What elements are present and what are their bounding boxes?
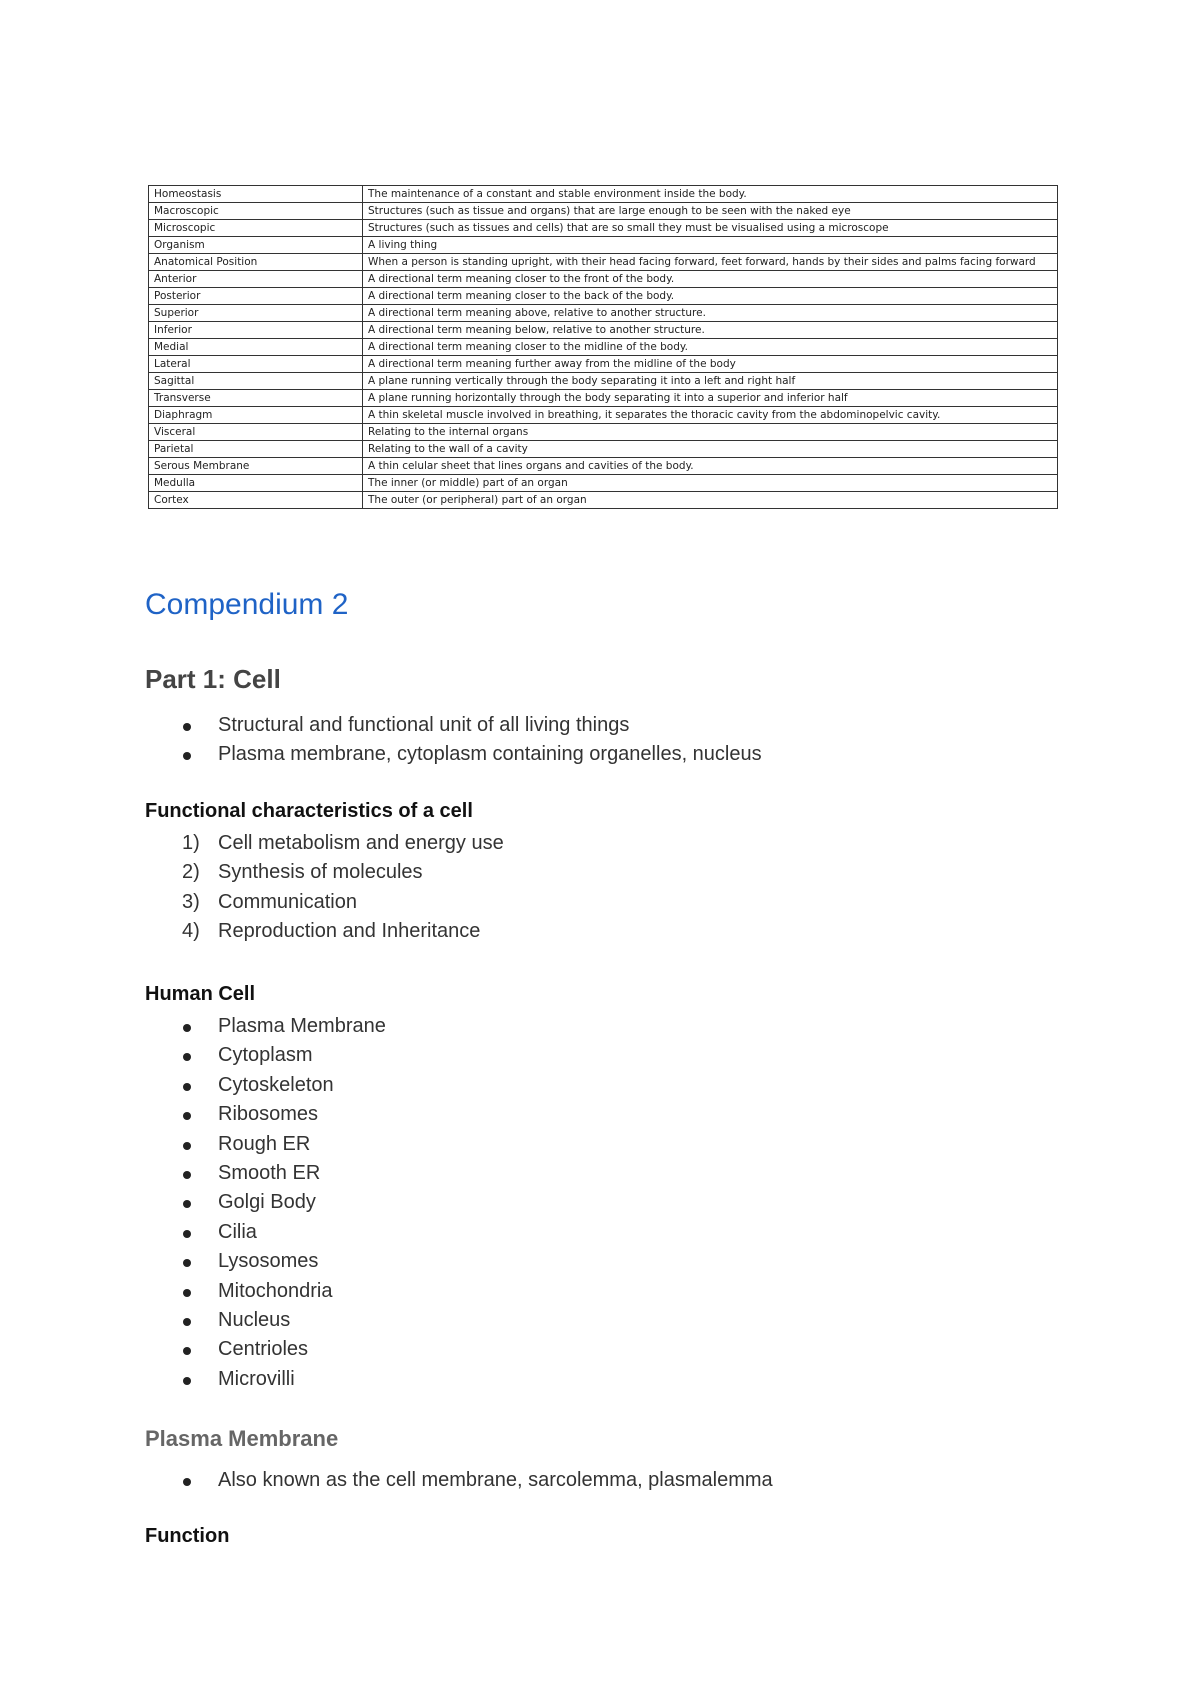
part-heading: Part 1: Cell xyxy=(145,664,281,694)
definition-cell: A directional term meaning above, relative to another structure. xyxy=(363,305,1058,322)
list-item: Also known as the cell membrane, sarcolemma, plasmalemma xyxy=(145,1466,773,1495)
definition-cell: A thin celular sheet that lines organs and cavities of the body. xyxy=(363,458,1058,475)
definition-cell: The maintenance of a constant and stable environment inside the body. xyxy=(363,186,1058,203)
list-text: Reproduction and Inheritance xyxy=(218,920,481,943)
list-text: Communication xyxy=(218,890,357,913)
definition-cell: A directional term meaning closer to the back of the body. xyxy=(363,288,1058,305)
list-item: Ribosomes xyxy=(145,1100,386,1129)
table-row xyxy=(149,441,1058,458)
list-item: Cilia xyxy=(145,1218,386,1247)
list-item: Nucleus xyxy=(145,1306,386,1335)
definition-cell: A directional term meaning closer to the midline of the body. xyxy=(363,339,1058,356)
definition-cell: A plane running vertically through the body separating it into a left and right half xyxy=(363,373,1058,390)
table-row xyxy=(149,492,1058,509)
term-cell: Anterior xyxy=(149,271,363,288)
term-cell: Medulla xyxy=(149,475,363,492)
table-row xyxy=(149,373,1058,390)
glossary-table xyxy=(148,185,1058,509)
term-cell: Posterior xyxy=(149,288,363,305)
table-row xyxy=(149,220,1058,237)
table-row xyxy=(149,322,1058,339)
list-item: Plasma membrane, cytoplasm containing organelles, nucleus xyxy=(145,740,762,769)
table-row xyxy=(149,186,1058,203)
list-item: Cytoplasm xyxy=(145,1041,386,1070)
list-item: Golgi Body xyxy=(145,1188,386,1217)
list-item: Lysosomes xyxy=(145,1247,386,1276)
term-cell: Diaphragm xyxy=(149,407,363,424)
term-cell: Cortex xyxy=(149,492,363,509)
definition-cell: Relating to the wall of a cavity xyxy=(363,441,1058,458)
table-row xyxy=(149,305,1058,322)
term-cell: Visceral xyxy=(149,424,363,441)
definition-cell: A directional term meaning closer to the front of the body. xyxy=(363,271,1058,288)
definition-cell: Relating to the internal organs xyxy=(363,424,1058,441)
definition-cell: A thin skeletal muscle involved in breathing, it separates the thoracic cavity from the abdominopelvic cavity. xyxy=(363,407,1058,424)
human-cell-heading: Human Cell xyxy=(145,983,256,1005)
table-row xyxy=(149,288,1058,305)
list-item: Structural and functional unit of all living things xyxy=(145,711,762,740)
term-cell: Macroscopic xyxy=(149,203,363,220)
list-item xyxy=(145,829,504,858)
list-item: Mitochondria xyxy=(145,1277,386,1306)
table-row xyxy=(149,475,1058,492)
table-row xyxy=(149,203,1058,220)
definition-cell: The outer (or peripheral) part of an organ xyxy=(363,492,1058,509)
list-item: Rough ER xyxy=(145,1130,386,1159)
table-row xyxy=(149,237,1058,254)
definition-cell: A directional term meaning below, relative to another structure. xyxy=(363,322,1058,339)
table-row xyxy=(149,390,1058,407)
term-cell: Medial xyxy=(149,339,363,356)
function-heading: Function xyxy=(145,1525,230,1547)
term-cell: Transverse xyxy=(149,390,363,407)
list-number: 2) xyxy=(182,861,200,884)
list-item xyxy=(145,858,504,887)
list-item xyxy=(145,917,504,946)
list-item: Cytoskeleton xyxy=(145,1071,386,1100)
term-cell: Serous Membrane xyxy=(149,458,363,475)
human-cell-list xyxy=(145,1012,386,1394)
term-cell: Sagittal xyxy=(149,373,363,390)
list-number: 4) xyxy=(182,920,200,943)
term-cell: Anatomical Position xyxy=(149,254,363,271)
term-cell: Lateral xyxy=(149,356,363,373)
list-item: Smooth ER xyxy=(145,1159,386,1188)
list-text: Synthesis of molecules xyxy=(218,861,423,884)
table-row xyxy=(149,254,1058,271)
table-row xyxy=(149,271,1058,288)
term-cell: Inferior xyxy=(149,322,363,339)
list-number: 1) xyxy=(182,832,200,854)
functional-list xyxy=(145,829,504,947)
definition-cell: A living thing xyxy=(363,237,1058,254)
list-item: Centrioles xyxy=(145,1335,386,1364)
definition-cell: A plane running horizontally through the body separating it into a superior and inferior half xyxy=(363,390,1058,407)
definition-cell: The inner (or middle) part of an organ xyxy=(363,475,1058,492)
plasma-membrane-list xyxy=(145,1466,773,1495)
list-text: Cell metabolism and energy use xyxy=(218,832,504,854)
term-cell: Microscopic xyxy=(149,220,363,237)
table-row xyxy=(149,458,1058,475)
list-number: 3) xyxy=(182,890,200,913)
list-item: Microvilli xyxy=(145,1365,386,1394)
functional-heading: Functional characteristics of a cell xyxy=(145,800,473,822)
definition-cell: A directional term meaning further away from the midline of the body xyxy=(363,356,1058,373)
table-row xyxy=(149,424,1058,441)
list-item xyxy=(145,888,504,917)
definition-cell: When a person is standing upright, with their head facing forward, feet forward, hands by their sides and palms facing forward xyxy=(363,254,1058,271)
part1-bullet-list xyxy=(145,711,762,770)
term-cell: Organism xyxy=(149,237,363,254)
plasma-membrane-heading: Plasma Membrane xyxy=(145,1426,339,1451)
term-cell: Homeostasis xyxy=(149,186,363,203)
page-title: Compendium 2 xyxy=(145,588,349,621)
term-cell: Superior xyxy=(149,305,363,322)
definition-cell: Structures (such as tissues and cells) that are so small they must be visualised using a microscope xyxy=(363,220,1058,237)
table-row xyxy=(149,339,1058,356)
table-row xyxy=(149,407,1058,424)
definition-cell: Structures (such as tissue and organs) that are large enough to be seen with the naked eye xyxy=(363,203,1058,220)
list-item: Plasma Membrane xyxy=(145,1012,386,1041)
table-row xyxy=(149,356,1058,373)
term-cell: Parietal xyxy=(149,441,363,458)
